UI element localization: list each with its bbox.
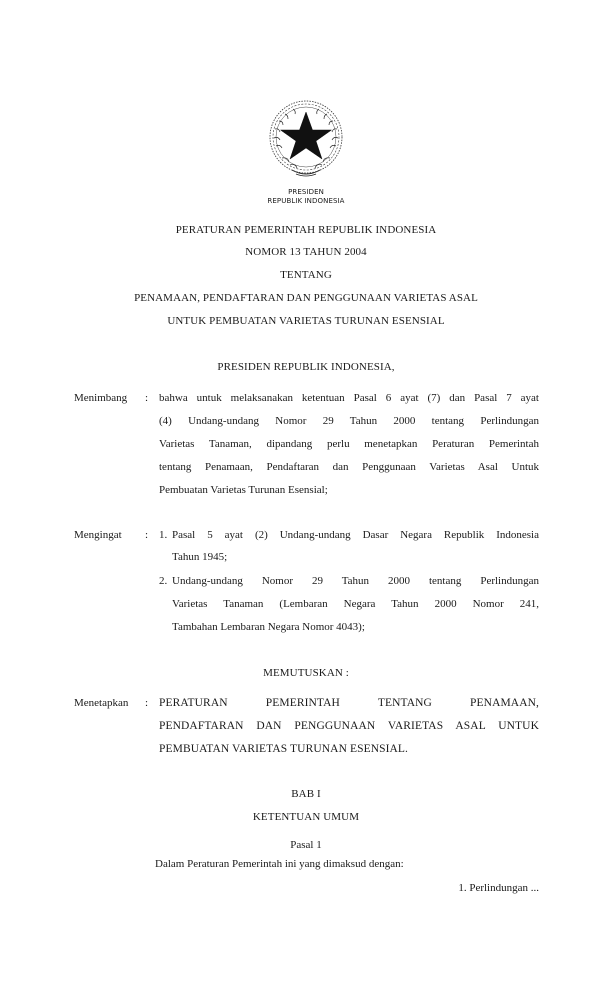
regulation-number: NOMOR 13 TAHUN 2004 xyxy=(245,246,367,258)
emblem-caption-republik: REPUBLIK INDONESIA xyxy=(267,197,345,205)
menimbang-line-1: bahwa untuk melaksanakan ketentuan Pasal 6 ayat (7) dan Pasal 7 ayat xyxy=(159,392,539,404)
menetapkan-line-1: PERATURAN PEMERINTAH TENTANG PENAMAAN, xyxy=(159,697,539,709)
pasal-title: Pasal 1 xyxy=(290,839,322,851)
regulation-tentang: TENTANG xyxy=(280,269,332,281)
bab-title: KETENTUAN UMUM xyxy=(252,811,360,823)
menimbang-label: Menimbang xyxy=(74,392,128,404)
page-continuation: 1. Perlindungan ... xyxy=(458,882,539,894)
memutuskan-heading: MEMUTUSKAN : xyxy=(263,667,349,679)
mengingat-item-1-number: 1. xyxy=(159,529,168,541)
mengingat-colon: : xyxy=(145,529,149,541)
menimbang-line-2: (4) Undang-undang Nomor 29 Tahun 2000 tentang Perlindungan xyxy=(159,415,539,427)
menimbang-line-4: tentang Penamaan, Pendaftaran dan Penggunaan Varietas Asal Untuk xyxy=(159,461,539,473)
mengingat-item-1-line-2: Tahun 1945; xyxy=(172,551,228,563)
mengingat-item-2-number: 2. xyxy=(159,575,168,587)
garuda-star-emblem-icon xyxy=(266,98,346,180)
menetapkan-line-2: PENDAFTARAN DAN PENGGUNAAN VARIETAS ASAL UNTUK xyxy=(159,720,539,732)
emblem-caption-presiden: PRESIDEN xyxy=(288,188,324,196)
menetapkan-label: Menetapkan xyxy=(74,697,129,709)
mengingat-item-2-line-3: Tambahan Lembaran Negara Nomor 4043); xyxy=(172,621,365,633)
regulation-title: PERATURAN PEMERINTAH REPUBLIK INDONESIA xyxy=(175,224,437,236)
menimbang-colon: : xyxy=(145,392,149,404)
menimbang-line-5: Pembuatan Varietas Turunan Esensial; xyxy=(159,484,328,496)
president-heading: PRESIDEN REPUBLIK INDONESIA, xyxy=(217,361,395,373)
pasal-intro: Dalam Peraturan Pemerintah ini yang dimaksud dengan: xyxy=(155,858,404,870)
bab-number: BAB I xyxy=(291,788,321,800)
menimbang-line-3: Varietas Tanaman, dipandang perlu menetapkan Peraturan Pemerintah xyxy=(159,438,539,450)
mengingat-label: Mengingat xyxy=(74,529,122,541)
menetapkan-line-3: PEMBUATAN VARIETAS TURUNAN ESENSIAL. xyxy=(159,743,409,755)
mengingat-item-2-line-2: Varietas Tanaman (Lembaran Negara Tahun 2000 Nomor 241, xyxy=(172,598,539,610)
mengingat-item-2-line-1: Undang-undang Nomor 29 Tahun 2000 tentang Perlindungan xyxy=(172,575,539,587)
regulation-subject-line2: UNTUK PEMBUATAN VARIETAS TURUNAN ESENSIAL xyxy=(167,315,445,327)
mengingat-item-1-line-1: Pasal 5 ayat (2) Undang-undang Dasar Negara Republik Indonesia xyxy=(172,529,539,541)
regulation-subject-line1: PENAMAAN, PENDAFTARAN DAN PENGGUNAAN VARIETAS ASAL xyxy=(134,292,478,304)
menetapkan-colon: : xyxy=(145,697,149,709)
